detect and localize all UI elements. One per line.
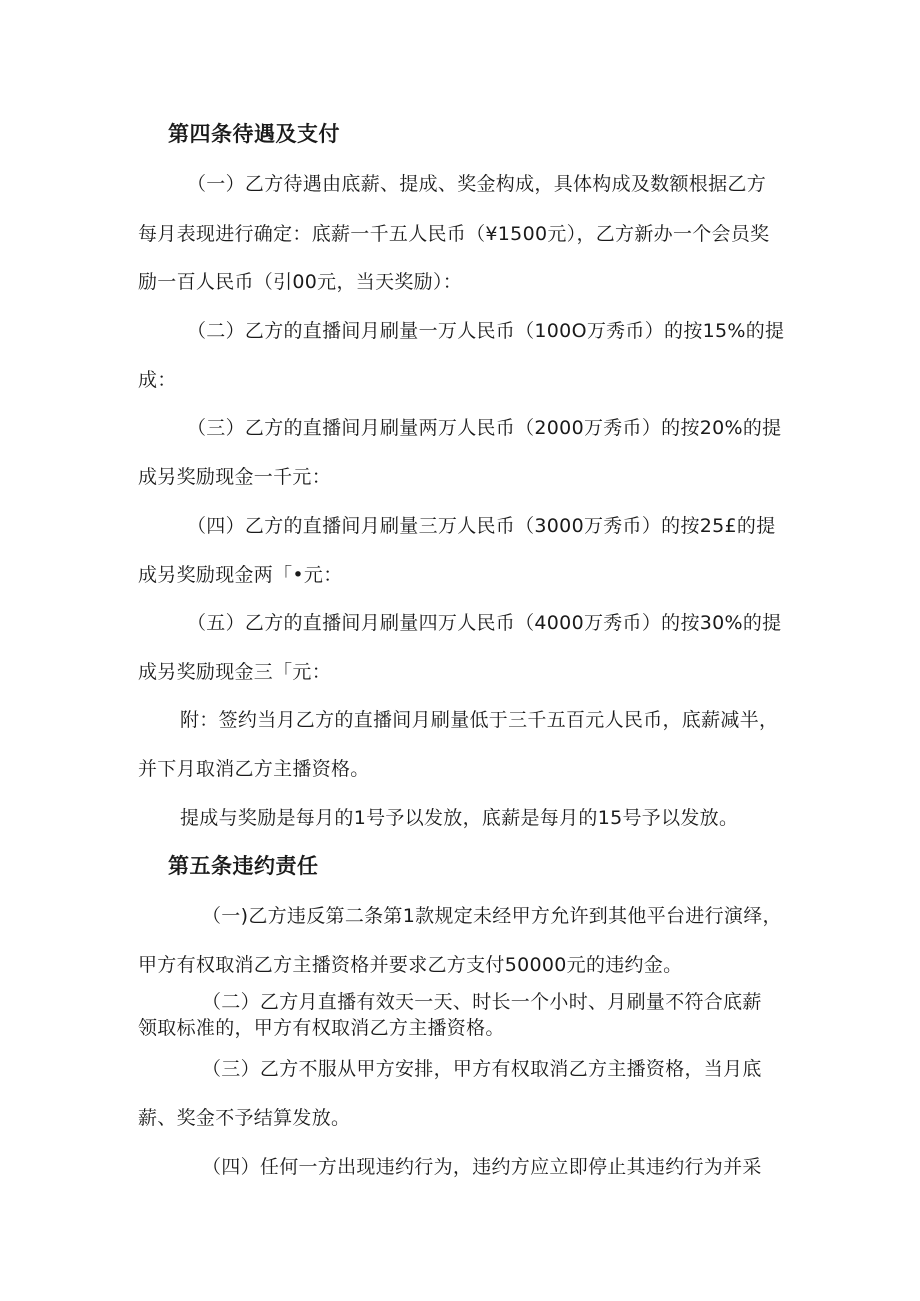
article-4-line: 成另奖励现金三「元： <box>138 661 332 683</box>
article-4-line: 每月表现进行确定：底薪一千五人民币（¥1500元），乙方新办一个会员奖 <box>138 223 770 245</box>
article-5-line: （一)乙方违反第二条第1款规定未经甲方允许到其他平台进行演绎， <box>202 905 782 927</box>
article-5-line: 薪、奖金不予结算发放。 <box>138 1107 351 1129</box>
article-5-line: （三）乙方不服从甲方安排，甲方有权取消乙方主播资格，当月底 <box>202 1058 762 1080</box>
article-5-line: 领取标准的，甲方有权取消乙方主播资格。 <box>138 1017 505 1039</box>
article-4-line: （二）乙方的直播间月刷量一万人民币（100O万秀币）的按15%的提 <box>187 320 785 342</box>
article-4-line: 励一百人民币（引00元，当天奖励）： <box>138 271 463 293</box>
article-4-line: 成另奖励现金一千元： <box>138 466 332 488</box>
article-4-line: （一）乙方待遇由底薪、提成、奖金构成，具体构成及数额根据乙方 <box>187 173 767 195</box>
article-5-line: （二）乙方月直播有效天一天、时长一个小时、月刷量不符合底薪 <box>202 991 762 1013</box>
article-4-line: 成： <box>138 369 177 391</box>
article-5-line: 甲方有权取消乙方主播资格并要求乙方支付50000元的违约金。 <box>138 954 683 976</box>
article-4-heading: 第四条待遇及支付 <box>168 122 340 146</box>
article-4-line: 附：签约当月乙方的直播间月刷量低于三千五百元人民币，底薪减半， <box>180 709 779 731</box>
article-4-line: （四）乙方的直播间月刷量三万人民币（3000万秀币）的按25£的提 <box>187 515 776 537</box>
article-5-line: （四）任何一方出现违约行为，违约方应立即停止其违约行为并采 <box>202 1156 762 1178</box>
article-4-line: 并下月取消乙方主播资格。 <box>138 758 370 780</box>
article-4-line: 提成与奖励是每月的1号予以发放，底薪是每月的15号予以发放。 <box>180 807 739 829</box>
article-4-line: （三）乙方的直播间月刷量两万人民币（2000万秀币）的按20%的提 <box>187 417 782 439</box>
article-5-heading: 第五条违约责任 <box>168 854 319 878</box>
article-4-line: 成另奖励现金两「•元： <box>138 564 343 586</box>
article-4-line: （五）乙方的直播间月刷量四万人民币（4000万秀币）的按30%的提 <box>187 612 782 634</box>
